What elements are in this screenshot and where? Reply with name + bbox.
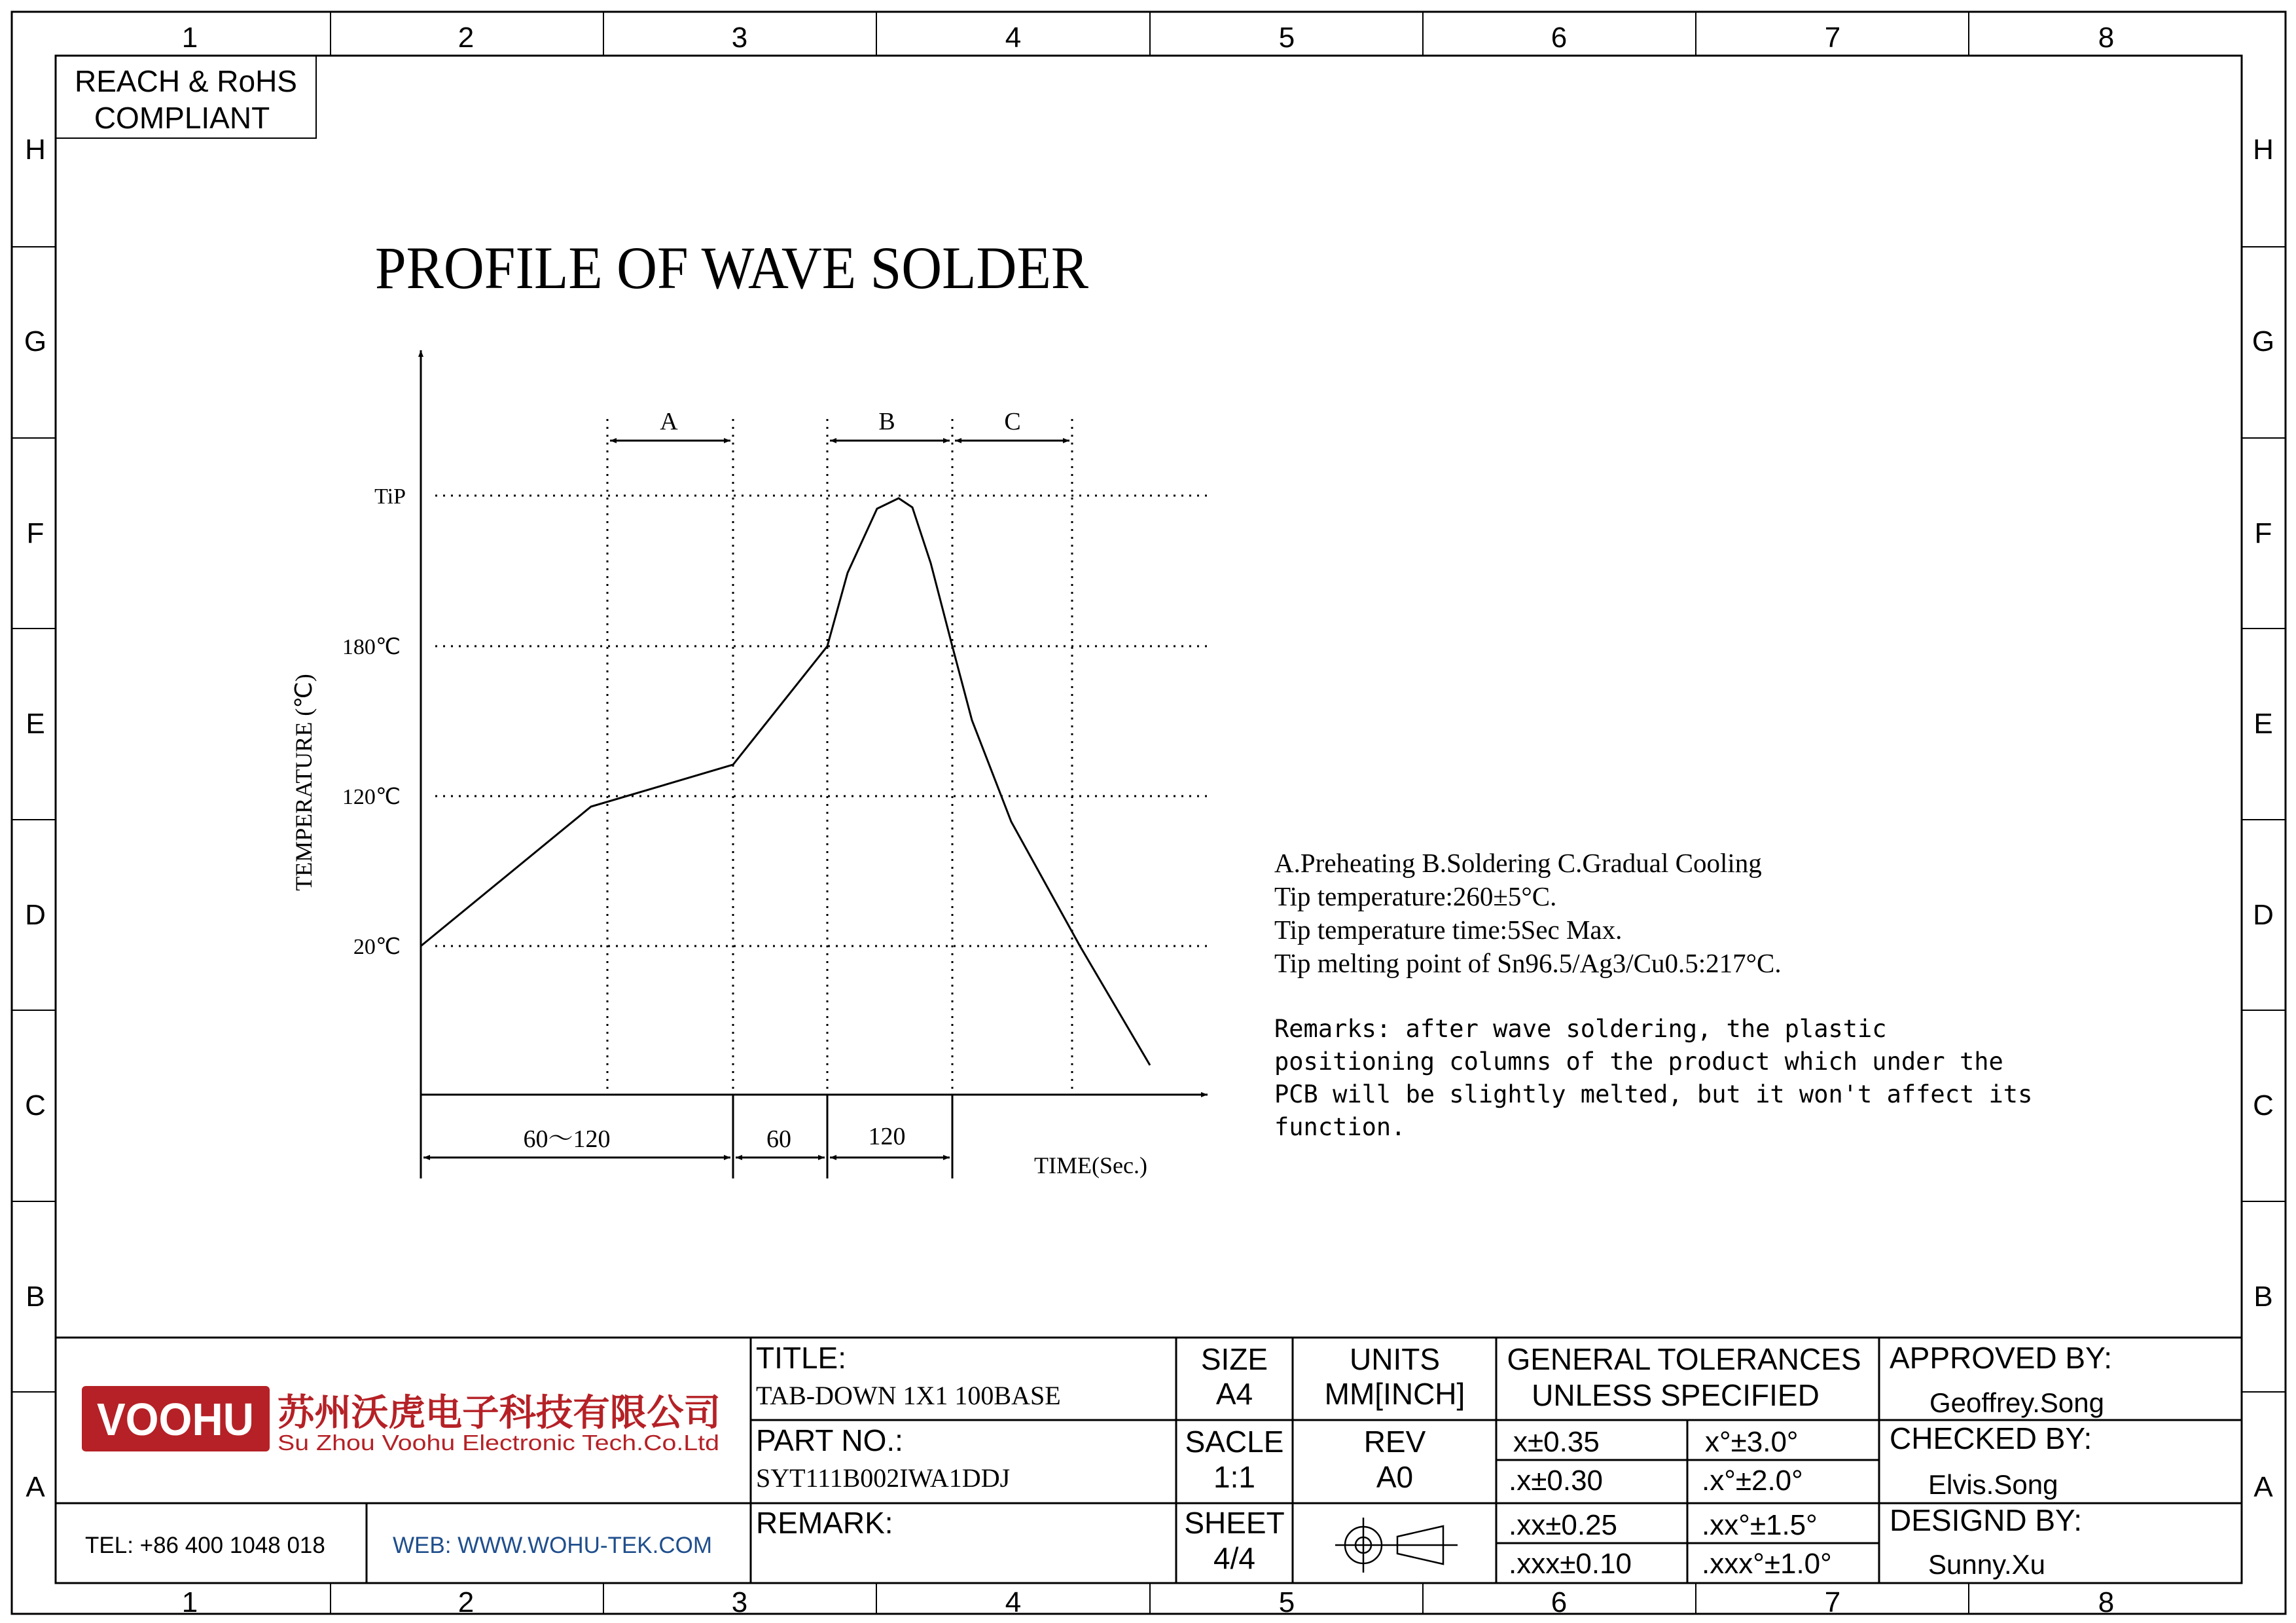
y-level-120: 120℃ xyxy=(342,785,401,809)
col-label-top-8: 8 xyxy=(2098,22,2115,54)
part-number-value: SYT111B002IWA1DDJ xyxy=(756,1463,1011,1493)
row-label-right-f: F xyxy=(2254,517,2272,549)
col-label-bottom-8: 8 xyxy=(2098,1586,2115,1618)
col-label-top-5: 5 xyxy=(1278,22,1295,54)
units-label: UNITS xyxy=(1350,1342,1440,1376)
note-line-1: A.Preheating B.Soldering C.Gradual Cooling xyxy=(1274,848,1762,878)
rev-label: REV xyxy=(1363,1425,1426,1459)
duration-label-1: 60～120 xyxy=(523,1125,611,1153)
remark-line-3: PCB will be slightly melted, but it won't affect its xyxy=(1274,1080,2033,1108)
zone-label-c: C xyxy=(1004,408,1021,435)
duration-label-3: 120 xyxy=(868,1123,906,1150)
zone-gridlines xyxy=(607,419,1072,1093)
row-label-right-a: A xyxy=(2253,1471,2273,1503)
col-label-bottom-2: 2 xyxy=(457,1586,475,1618)
remark-line-2: positioning columns of the product which under the xyxy=(1274,1048,2003,1076)
col-label-bottom-1: 1 xyxy=(181,1586,198,1618)
tolerance-header-1: GENERAL TOLERANCES xyxy=(1507,1342,1861,1376)
sheet-value: 4/4 xyxy=(1213,1541,1255,1575)
row-label-left-b: B xyxy=(26,1281,45,1313)
row-label-right-e: E xyxy=(2253,708,2273,740)
note-line-3: Tip temperature time:5Sec Max. xyxy=(1274,915,1623,945)
rev-value: A0 xyxy=(1376,1460,1414,1494)
size-label: SIZE xyxy=(1200,1342,1268,1376)
designed-by-label: DESIGND BY: xyxy=(1890,1503,2082,1537)
title-label: TITLE: xyxy=(756,1341,847,1375)
scale-value: 1:1 xyxy=(1213,1460,1255,1494)
row-label-right-g: G xyxy=(2251,325,2275,357)
col-label-top-7: 7 xyxy=(1824,22,1841,54)
col-label-top-6: 6 xyxy=(1551,22,1568,54)
col-label-bottom-6: 6 xyxy=(1551,1586,1568,1618)
zone-label-a: A xyxy=(660,408,678,435)
y-axis-title: TEMPERATURE (℃) xyxy=(291,674,317,891)
zone-labels xyxy=(24,22,2274,1618)
tolerance-angular-3: .xx°±1.5° xyxy=(1702,1509,1818,1541)
company-name-cn: 苏州沃虎电子科技有限公司 xyxy=(278,1392,721,1433)
tolerance-linear-1: x±0.35 xyxy=(1513,1426,1600,1458)
col-label-bottom-4: 4 xyxy=(1005,1586,1022,1618)
row-label-left-h: H xyxy=(25,134,46,166)
col-label-bottom-3: 3 xyxy=(731,1586,748,1618)
compliance-badge xyxy=(56,56,316,138)
checked-by-name: Elvis.Song xyxy=(1928,1469,2058,1500)
tolerance-header-2: UNLESS SPECIFIED xyxy=(1532,1378,1820,1412)
col-label-top-2: 2 xyxy=(457,22,475,54)
process-notes xyxy=(1274,848,1782,978)
tolerance-linear-2: .x±0.30 xyxy=(1509,1465,1604,1497)
row-label-left-a: A xyxy=(26,1471,45,1503)
checked-by-label: CHECKED BY: xyxy=(1890,1421,2092,1455)
row-label-left-e: E xyxy=(26,708,45,740)
remarks-notes xyxy=(1274,1015,2032,1141)
designed-by-name: Sunny.Xu xyxy=(1928,1549,2046,1580)
telephone: TEL: +86 400 1048 018 xyxy=(85,1533,325,1558)
tolerance-angular-2: .x°±2.0° xyxy=(1702,1465,1803,1497)
y-level-20: 20℃ xyxy=(353,935,401,959)
company-logo xyxy=(82,1386,270,1451)
title-value: TAB-DOWN 1X1 100BASE xyxy=(756,1381,1061,1410)
y-level-tip: TiP xyxy=(374,484,406,509)
row-label-left-d: D xyxy=(25,899,46,931)
remark-line-4: function. xyxy=(1274,1113,1406,1141)
profile-diagram xyxy=(291,350,1208,1178)
temperature-gridlines xyxy=(435,496,1208,946)
row-label-left-f: F xyxy=(26,517,45,549)
row-label-right-c: C xyxy=(2253,1089,2274,1122)
duration-label-2: 60 xyxy=(766,1125,791,1153)
sheet-label: SHEET xyxy=(1184,1506,1285,1540)
row-label-right-h: H xyxy=(2253,134,2274,166)
col-label-bottom-7: 7 xyxy=(1824,1586,1841,1618)
size-value: A4 xyxy=(1215,1377,1253,1411)
note-line-2: Tip temperature:260±5°C. xyxy=(1274,881,1557,911)
x-axis-title: TIME(Sec.) xyxy=(1034,1152,1147,1178)
col-label-top-3: 3 xyxy=(731,22,748,54)
part-number-label: PART NO.: xyxy=(756,1423,903,1457)
badge-line-2: COMPLIANT xyxy=(94,101,270,135)
note-line-4: Tip melting point of Sn96.5/Ag3/Cu0.5:217°C. xyxy=(1274,948,1782,978)
logo-text: VOOHU xyxy=(97,1394,254,1445)
approved-by-name: Geoffrey.Song xyxy=(1929,1387,2104,1418)
diagram-title: PROFILE OF WAVE SOLDER xyxy=(375,234,1089,301)
tolerance-angular-4: .xxx°±1.0° xyxy=(1702,1548,1832,1580)
tolerance-angular-1: x°±3.0° xyxy=(1705,1426,1799,1458)
col-label-top-1: 1 xyxy=(181,22,198,54)
tolerance-linear-4: .xxx±0.10 xyxy=(1509,1548,1632,1580)
col-label-bottom-5: 5 xyxy=(1278,1586,1295,1618)
row-label-left-g: G xyxy=(24,325,47,357)
profile-curve xyxy=(421,498,1150,1065)
scale-label: SACLE xyxy=(1185,1425,1284,1459)
y-level-180: 180℃ xyxy=(342,635,401,659)
company-name-en: Su Zhou Voohu Electronic Tech.Co.Ltd xyxy=(278,1431,719,1455)
website: WEB: WWW.WOHU-TEK.COM xyxy=(393,1533,712,1558)
badge-line-1: REACH & RoHS xyxy=(75,64,297,98)
row-label-right-d: D xyxy=(2253,899,2274,931)
zone-label-b: B xyxy=(878,408,895,435)
col-label-top-4: 4 xyxy=(1005,22,1022,54)
row-label-right-b: B xyxy=(2253,1281,2273,1313)
row-label-left-c: C xyxy=(25,1089,46,1122)
remark-line-1: Remarks: after wave soldering, the plastic xyxy=(1274,1015,1887,1043)
tolerance-linear-3: .xx±0.25 xyxy=(1509,1509,1618,1541)
units-value: MM[INCH] xyxy=(1324,1377,1465,1411)
approved-by-label: APPROVED BY: xyxy=(1890,1341,2113,1375)
remark-label: REMARK: xyxy=(756,1506,893,1540)
projection-symbol-icon xyxy=(1335,1518,1458,1573)
